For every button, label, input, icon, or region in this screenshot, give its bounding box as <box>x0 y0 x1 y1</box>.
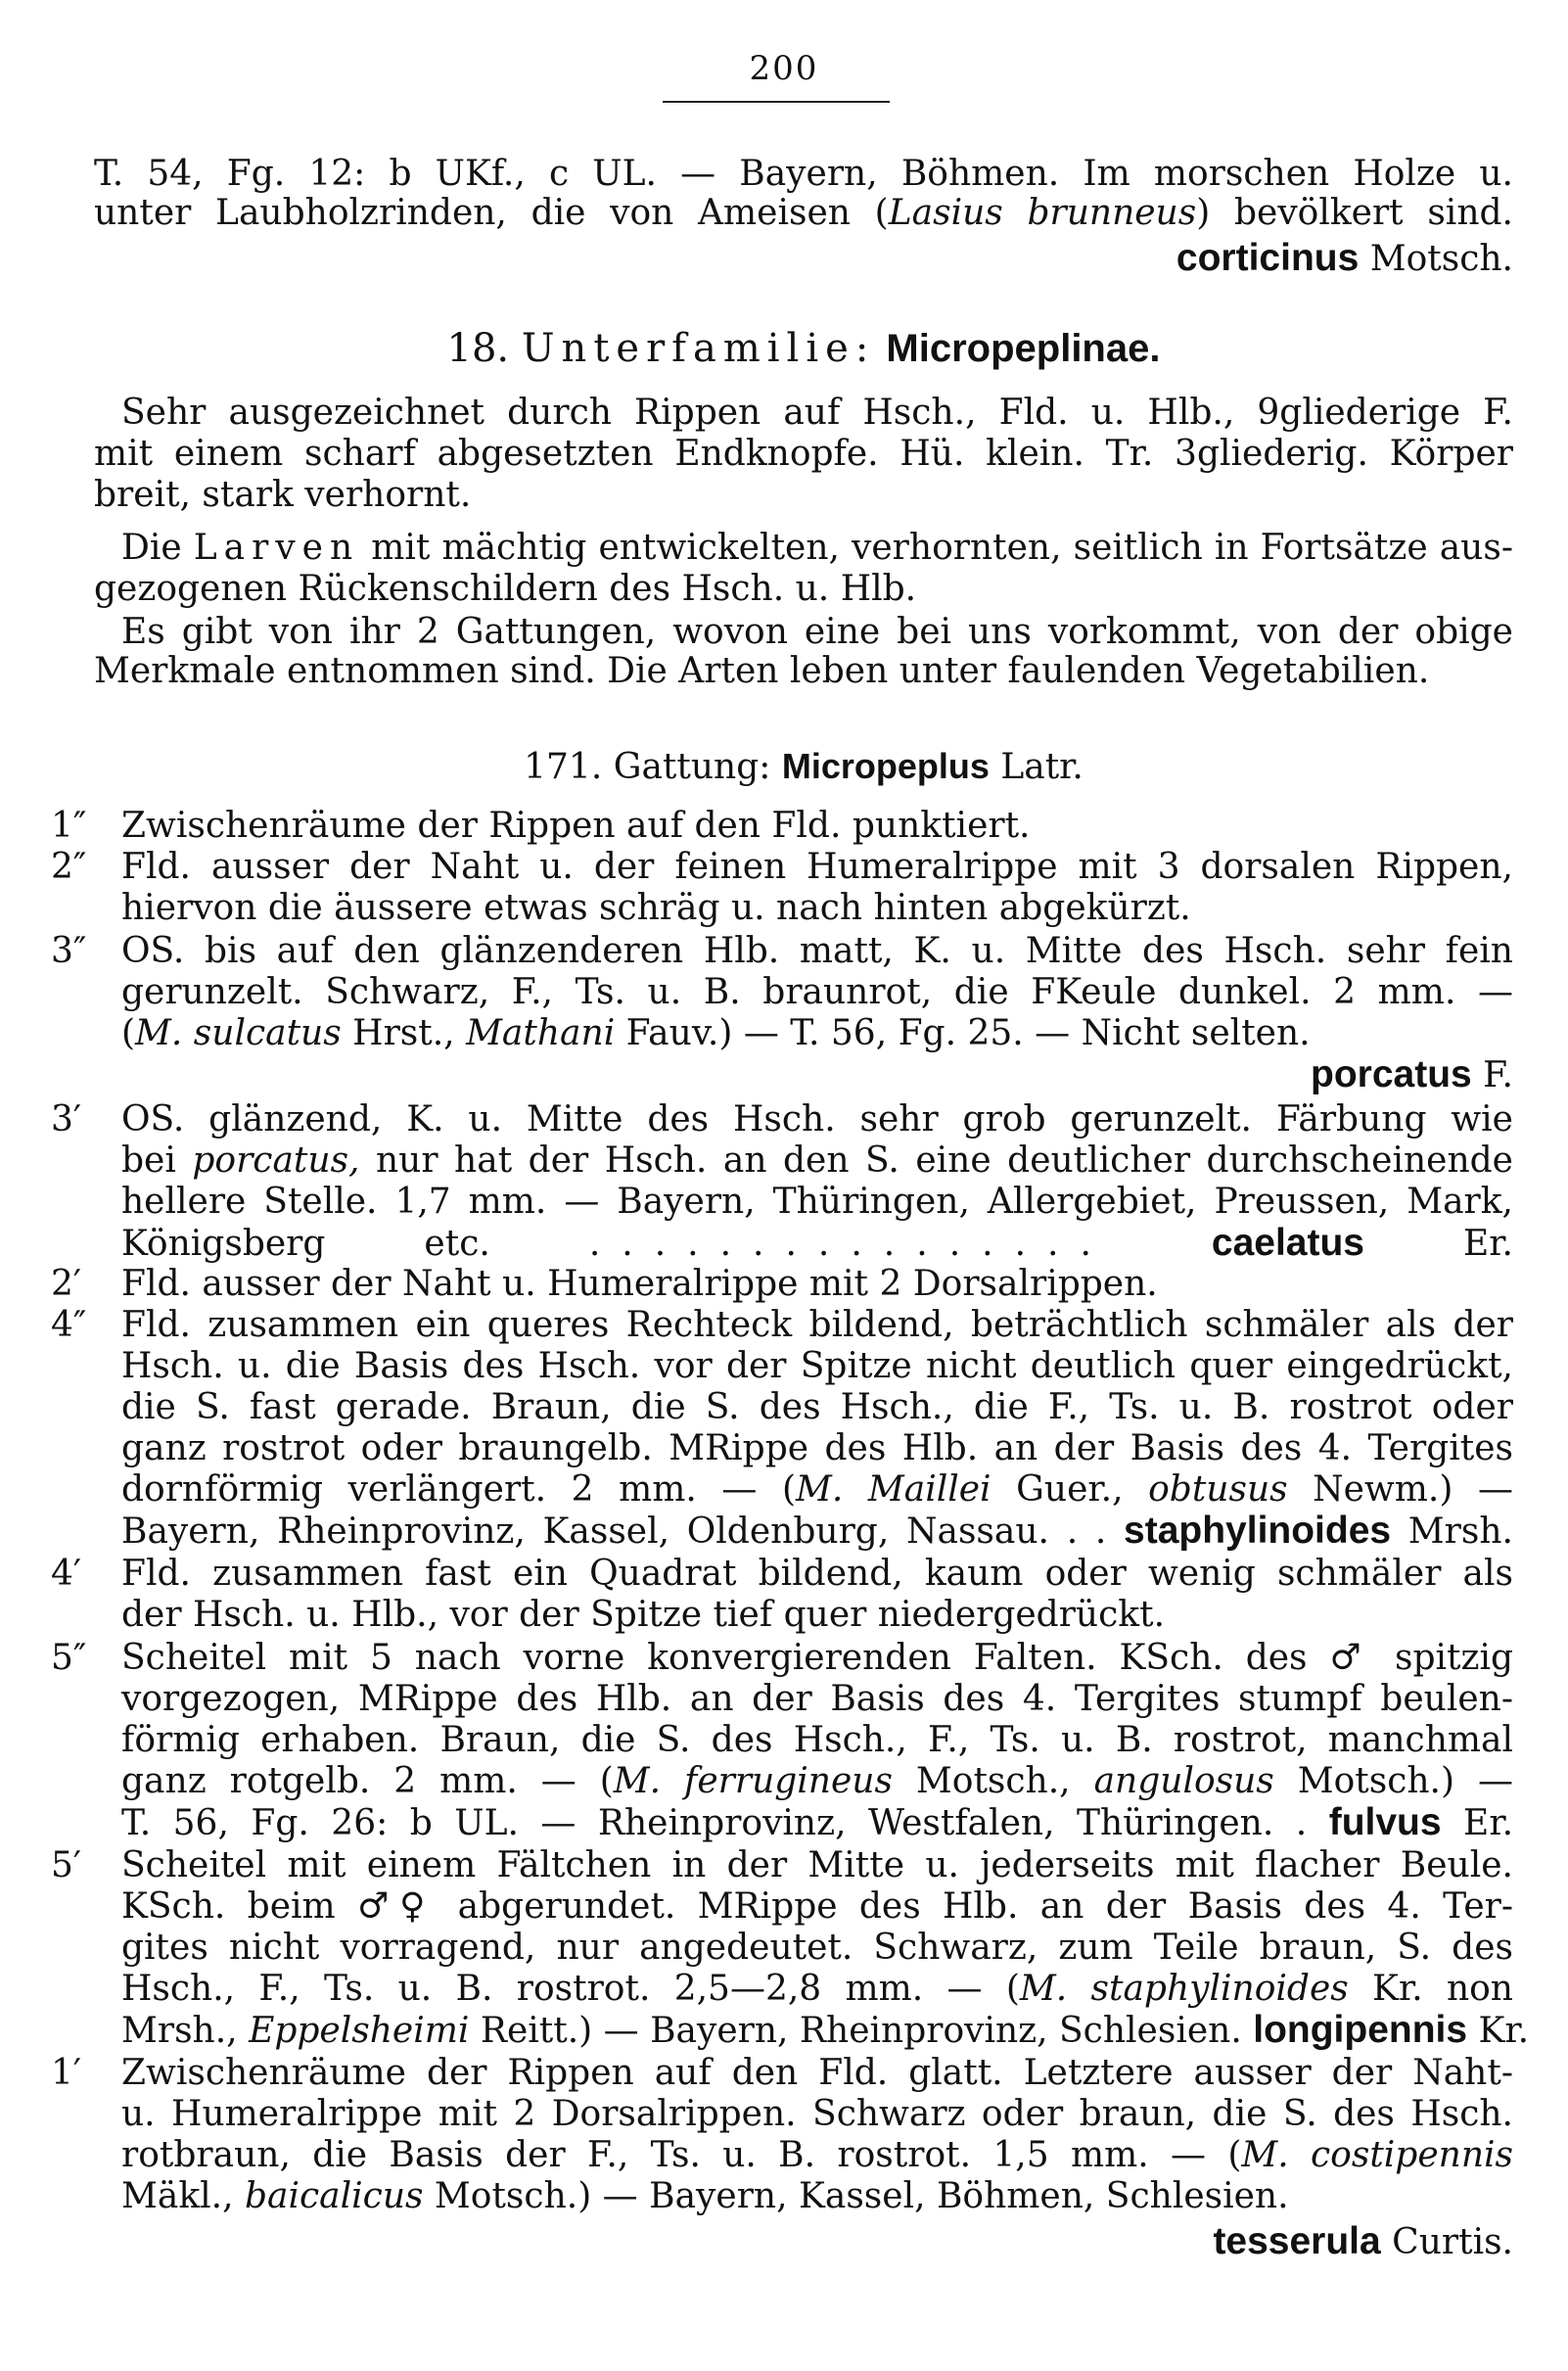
species-name: porcatus <box>1311 1053 1472 1095</box>
text-line <box>121 1098 1513 1141</box>
key-number: 5′ <box>51 1845 82 1885</box>
text-span: Bayern, Rheinprovinz, Kassel, Oldenburg, Nassau. . . <box>121 1511 1107 1552</box>
text-span: gites nicht vorragend, nur angedeutet. Schwarz, zum Teile braun, S. des <box>121 1928 1513 1968</box>
text-span: Merkmale entnommen sind. Die Arten leben unter faulenden Vegetabilien. <box>94 651 1430 691</box>
text-span: ganz rotgelb. 2 mm. — ( <box>121 1761 614 1801</box>
text-line <box>121 2093 1513 2136</box>
text-line <box>121 1553 1513 1596</box>
species-name: fulvus <box>1328 1801 1442 1843</box>
text-span: ( <box>121 1013 136 1053</box>
synonym-italic: M. staphylinoides <box>1019 1969 1349 2009</box>
key-number: 4′ <box>51 1554 82 1594</box>
text-span: die S. fast gerade. Braun, die S. des Hsch., die F., Ts. u. B. rostrot oder <box>121 1387 1513 1427</box>
text-line <box>121 1304 1513 1347</box>
species-name: corticinus <box>1176 237 1360 279</box>
text-span: ganz rostrot oder braungelb. MRippe des Hlb. an der Basis des 4. Tergites <box>121 1428 1513 1468</box>
synonym-italic: M. sulcatus <box>135 1013 342 1053</box>
text-span: Scheitel mit 5 nach vorne konvergierenden Falten. KSch. des ♂ spitzig <box>121 1638 1513 1678</box>
text-span: Zwischenräume der Rippen auf den Fld. glatt. Letztere ausser der Naht- <box>121 2053 1513 2093</box>
header-rule <box>663 101 890 103</box>
species-line <box>121 1510 1513 1553</box>
text-line <box>121 1386 1513 1429</box>
text-span: Guer., <box>991 1469 1149 1510</box>
species-line <box>94 1053 1513 1096</box>
text-span: Fld. zusammen fast ein Quadrat bildend, kaum oder wenig schmäler als <box>121 1554 1513 1594</box>
text-span: Fld. ausser der Naht u. Humeralrippe mit 2 Dorsalrippen. <box>121 1264 1158 1304</box>
species-line <box>94 237 1513 280</box>
key-number: 5″ <box>51 1638 87 1678</box>
text-line <box>121 1968 1513 2011</box>
species-author: Er. <box>1441 1803 1514 1843</box>
species-line <box>121 1801 1513 1844</box>
subfamily-label: Unterfamilie: <box>521 326 876 371</box>
text-span: gerunzelt. Schwarz, F., Ts. u. B. braunrot, die FKeule dunkel. 2 mm. — <box>121 972 1513 1012</box>
text-line <box>121 2052 1513 2095</box>
text-span: vorgezogen, MRippe des Hlb. an der Basis des 4. Tergites stumpf beulen- <box>121 1679 1513 1719</box>
text-span: OS. bis auf den glänzenderen Hlb. matt, K. u. Mitte des Hsch. sehr fein <box>121 931 1513 971</box>
species-author: Er. <box>1364 1224 1513 1264</box>
species-author: Kr. <box>1467 2011 1530 2051</box>
text-line <box>121 1678 1513 1721</box>
genus-heading <box>94 742 1513 791</box>
species-name: longipennis <box>1253 2009 1468 2051</box>
text-line <box>121 611 1513 654</box>
species-name: staphylinoides <box>1124 1510 1392 1552</box>
text-span: Reitt.) — Bayern, Rheinprovinz, Schlesien. <box>469 2011 1242 2051</box>
leader-dots: ................ <box>588 1224 1113 1264</box>
text-span: T. 56, Fg. 26: b UL. — Rheinprovinz, Westfalen, Thüringen. . <box>121 1803 1308 1843</box>
text-line <box>121 1181 1513 1224</box>
text-line <box>121 1263 1513 1306</box>
text-line <box>121 1760 1513 1803</box>
key-number: 4″ <box>51 1305 87 1345</box>
synonym-italic: M. ferrugineus <box>613 1761 893 1801</box>
text-span: Fld. ausser der Naht u. der feinen Humeralrippe mit 3 dorsalen Rippen, <box>121 847 1513 887</box>
text-line <box>94 568 1513 611</box>
text-span: Hsch. u. die Basis des Hsch. vor der Spitze nicht deutlich quer eingedrückt, <box>121 1346 1513 1386</box>
text-span: breit, stark verhornt. <box>94 475 472 515</box>
subfamily-heading <box>94 323 1513 374</box>
text-line <box>121 1719 1513 1762</box>
text-line <box>121 1594 1513 1637</box>
text-line <box>121 846 1513 889</box>
text-span: Hrst., <box>341 1013 467 1053</box>
key-number: 3″ <box>51 931 87 971</box>
key-number: 1′ <box>51 2053 82 2093</box>
text-line <box>121 1844 1513 1887</box>
taxon-italic: Lasius brunneus <box>888 193 1197 233</box>
species-line <box>121 2009 1530 2052</box>
text-span: rotbraun, die Basis der F., Ts. u. B. rostrot. 1,5 mm. — ( <box>121 2135 1242 2175</box>
text-line <box>121 1345 1513 1388</box>
species-author: Curtis. <box>1380 2222 1513 2262</box>
page-number: 200 <box>749 49 819 88</box>
synonym-italic: angulosus <box>1093 1761 1274 1801</box>
text-span: Motsch.) — <box>1273 1761 1513 1801</box>
species-name: tesserula <box>1213 2220 1381 2262</box>
text-span: Mrsh., <box>121 2011 250 2051</box>
text-span: OS. glänzend, K. u. Mitte des Hsch. sehr grob gerunzelt. Färbung wie <box>121 1099 1513 1139</box>
species-line <box>121 1222 1513 1265</box>
text-span: nur hat der Hsch. an den S. eine deutlicher durchscheinende <box>359 1140 1513 1181</box>
text-span: hiervon die äussere etwas schräg u. nach hinten abgekürzt. <box>121 888 1191 928</box>
text-span: hellere Stelle. 1,7 mm. — Bayern, Thüringen, Allergebiet, Preussen, Mark, <box>121 1182 1513 1222</box>
text-span: Kr. non <box>1348 1969 1513 2009</box>
text-line <box>94 433 1513 476</box>
text-span: der Hsch. u. Hlb., vor der Spitze tief quer niedergedrückt. <box>121 1595 1166 1635</box>
text-span: ) bevölkert sind. <box>1196 193 1513 233</box>
text-line <box>94 192 1513 235</box>
text-line <box>121 887 1513 930</box>
text-span: KSch. beim ♂♀ abgerundet. MRippe des Hlb. an der Basis des 4. Ter- <box>121 1886 1513 1927</box>
text-span: Scheitel mit einem Fältchen in der Mitte u. jederseits mit flacher Beule. <box>121 1845 1513 1885</box>
text-line <box>121 392 1513 435</box>
text-span: gezogenen Rückenschildern des Hsch. u. Hlb. <box>94 569 917 609</box>
text-line <box>94 474 1513 517</box>
text-span: u. Humeralrippe mit 2 Dorsalrippen. Schwarz oder braun, die S. des Hsch. <box>121 2094 1513 2134</box>
synonym-italic: baicalicus <box>244 2176 424 2216</box>
text-line <box>121 527 1513 570</box>
text-line <box>121 1139 1513 1183</box>
subfamily-name: Micropeplinae. <box>875 327 1161 370</box>
text-span: Zwischenräume der Rippen auf den Fld. punktiert. <box>121 806 1031 846</box>
text-line <box>121 2175 1513 2218</box>
text-line <box>121 2134 1513 2177</box>
species-line <box>94 2220 1513 2263</box>
key-number: 2′ <box>51 1264 82 1304</box>
text-span: förmig erhaben. Braun, die S. des Hsch., F., Ts. u. B. rostrot, manchmal <box>121 1720 1513 1760</box>
text-span: T. 54, Fg. 12: b UKf., c UL. — Bayern, Böhmen. Im morschen Holze u. <box>94 154 1513 194</box>
text-span: Fauv.) — T. 56, Fg. 25. — Nicht selten. <box>615 1013 1311 1053</box>
text-span: mit mächtig entwickelten, verhornten, seitlich in Fortsätze aus- <box>359 528 1514 568</box>
text-line <box>121 805 1513 848</box>
text-span: Es gibt von ihr 2 Gattungen, wovon eine bei uns vorkommt, von der obige <box>121 612 1513 652</box>
species-name: caelatus <box>1211 1222 1365 1264</box>
species-author: Motsch. <box>1359 239 1513 279</box>
text-span: Newm.) — <box>1287 1469 1513 1510</box>
text-span: Sehr ausgezeichnet durch Rippen auf Hsch., Fld. u. Hlb., 9gliederige F. <box>121 393 1513 433</box>
text-line <box>121 1637 1513 1680</box>
text-span: Hsch., F., Ts. u. B. rostrot. 2,5—2,8 mm. — ( <box>121 1969 1020 2009</box>
subfamily-number: 18. <box>446 326 522 371</box>
text-line <box>94 153 1513 196</box>
species-author: Mrsh. <box>1391 1511 1513 1552</box>
key-number: 3′ <box>51 1099 82 1139</box>
species-ref-italic: porcatus, <box>192 1140 360 1181</box>
key-number: 2″ <box>51 847 87 887</box>
genus-label: 171. Gattung: <box>524 747 782 787</box>
genus-name: Micropeplus <box>781 746 990 786</box>
synonym-italic: obtusus <box>1148 1469 1288 1510</box>
text-line <box>94 650 1513 693</box>
text-span: dornförmig verlängert. 2 mm. — ( <box>121 1469 796 1510</box>
text-span: Motsch., <box>892 1761 1094 1801</box>
synonym-italic: Eppelsheimi <box>249 2011 470 2051</box>
text-line <box>121 1468 1513 1511</box>
genus-author: Latr. <box>989 747 1084 787</box>
synonym-italic: M. costipennis <box>1241 2135 1514 2175</box>
text-line <box>121 930 1513 973</box>
text-line <box>121 1885 1513 1929</box>
synonym-italic: M. Maillei <box>796 1469 992 1510</box>
text-span: mit einem scharf abgesetzten Endknopfe. Hü. klein. Tr. 3gliederig. Körper <box>94 434 1513 474</box>
text-line <box>121 1012 1513 1055</box>
text-span: Motsch.) — Bayern, Kassel, Böhmen, Schlesien. <box>423 2176 1289 2216</box>
species-author: F. <box>1471 1055 1513 1095</box>
text-line <box>121 1427 1513 1470</box>
text-line <box>121 971 1513 1014</box>
text-line <box>121 1927 1513 1970</box>
synonym-italic: Mathani <box>466 1013 616 1053</box>
text-span: unter Laubholzrinden, die von Ameisen ( <box>94 193 889 233</box>
key-number: 1″ <box>51 806 87 846</box>
text-span: Mäkl., <box>121 2176 245 2216</box>
text-span: Fld. zusammen ein queres Rechteck bildend, beträchtlich schmäler als der <box>121 1305 1513 1345</box>
text-span: Königsberg etc. <box>121 1224 490 1264</box>
text-span: bei <box>121 1140 193 1181</box>
larvae-spaced: Larven <box>193 528 360 568</box>
text-span: Die <box>121 528 194 568</box>
